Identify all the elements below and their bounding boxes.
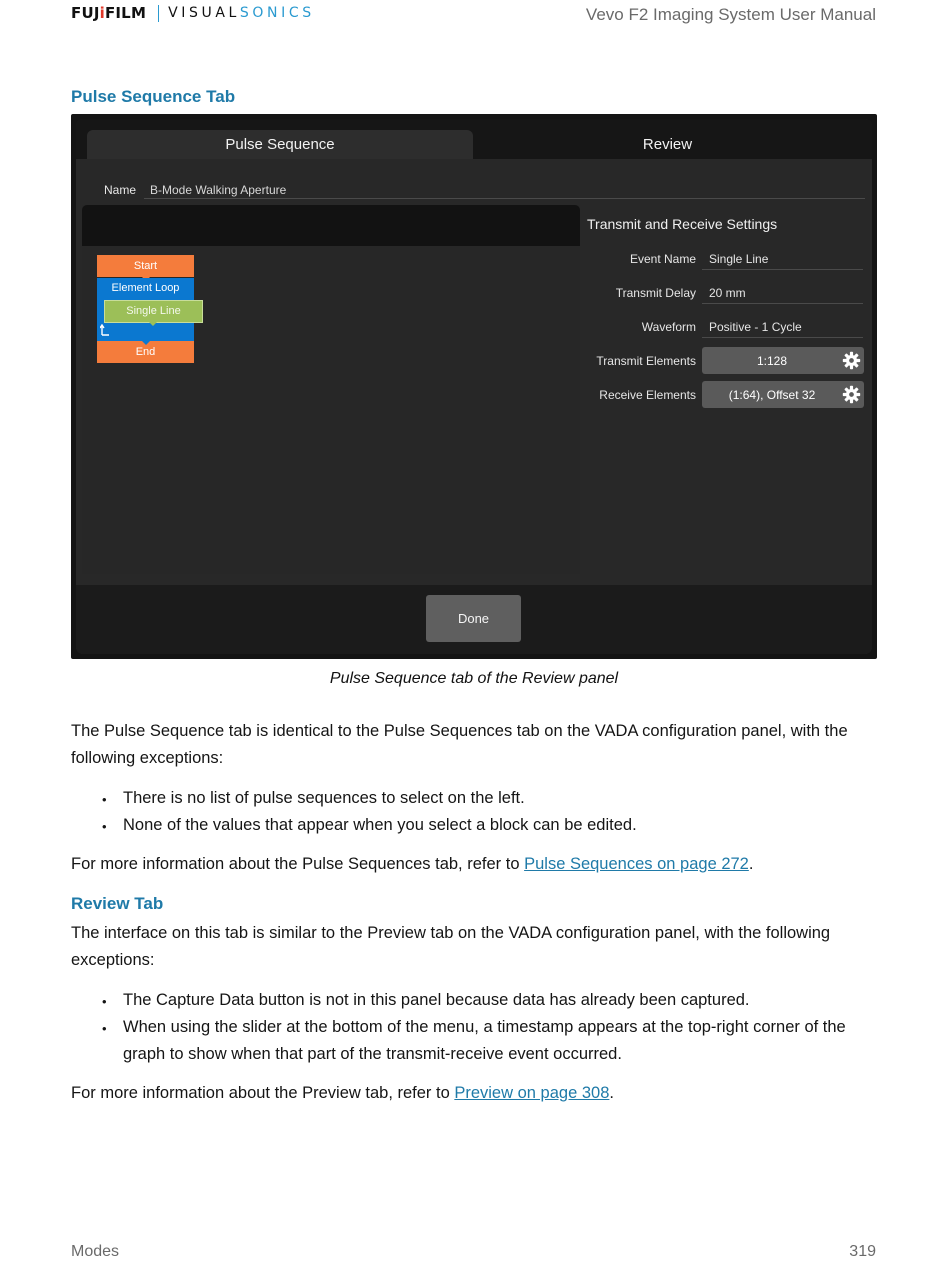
brand-logo xyxy=(71,3,315,23)
list-item: • None of the values that appear when you select a block can be edited. xyxy=(71,812,877,839)
screenshot-review-panel xyxy=(71,114,877,659)
list-item: • There is no list of pulse sequences to select on the left. xyxy=(71,785,877,812)
bullet-list-review xyxy=(71,987,877,1068)
transmit-elements-button[interactable] xyxy=(702,347,864,374)
section-heading-pulse-sequence: Pulse Sequence Tab xyxy=(71,87,236,106)
done-button[interactable]: Done xyxy=(426,595,521,642)
connector-notch xyxy=(142,341,150,345)
paragraph-pulse-sequence-more-info: For more information about the Pulse Sequences tab, refer to Pulse Sequences on page 272. xyxy=(71,855,754,873)
link-preview[interactable]: Preview on page 308 xyxy=(454,1084,610,1102)
gear-icon[interactable] xyxy=(842,385,861,404)
tab-pulse-sequence[interactable]: Pulse Sequence xyxy=(87,130,473,159)
logo-divider xyxy=(158,5,159,22)
receive-elements-button[interactable] xyxy=(702,381,864,408)
tab-review[interactable]: Review xyxy=(642,136,693,153)
transmit-elements-value: 1:128 xyxy=(756,354,788,368)
return-arrow-icon xyxy=(100,324,110,338)
event-name-label: Event Name xyxy=(629,252,696,266)
transmit-delay-label: Transmit Delay xyxy=(615,286,696,300)
review-panel xyxy=(76,119,872,654)
settings-title: Transmit and Receive Settings xyxy=(587,216,778,232)
element-loop-label: Element Loop xyxy=(111,282,180,294)
fujifilm-logo: FUJiFILM xyxy=(71,4,147,22)
tab-bar xyxy=(76,119,872,159)
link-pulse-sequences[interactable]: Pulse Sequences on page 272 xyxy=(524,855,749,873)
visualsonics-logo: VISUALSONICS xyxy=(168,5,315,21)
block-end[interactable]: End xyxy=(97,341,194,363)
waveform-field: Positive - 1 Cycle xyxy=(702,313,863,338)
event-name-field: Single Line xyxy=(702,245,863,270)
page-number: 319 xyxy=(849,1243,876,1260)
footer-section-name: Modes xyxy=(71,1243,120,1260)
bullet-list-pulse-sequence xyxy=(71,785,877,839)
list-item: • When using the slider at the bottom of the menu, a timestamp appears at the top-right corner of the graph to show when that part of the transmit-receive event occurred. xyxy=(71,1014,877,1068)
receive-elements-value: (1:64), Offset 32 xyxy=(728,388,816,402)
paragraph-review-intro: The interface on this tab is similar to the Preview tab on the VADA configuration panel, with the following exceptions: xyxy=(71,924,831,969)
figure-caption: Pulse Sequence tab of the Review panel xyxy=(329,670,619,687)
receive-elements-label: Receive Elements xyxy=(599,388,696,402)
connector-notch xyxy=(149,294,157,298)
section-heading-review-tab: Review Tab xyxy=(71,894,164,913)
panel-footer xyxy=(76,585,872,654)
paragraph-pulse-sequence-intro: The Pulse Sequence tab is identical to the Pulse Sequences tab on the VADA configuration panel, with the following exceptions: xyxy=(71,722,848,767)
transmit-delay-field: 20 mm xyxy=(702,279,863,304)
waveform-label: Waveform xyxy=(641,320,696,334)
block-start[interactable]: Start xyxy=(97,255,194,277)
transmit-elements-label: Transmit Elements xyxy=(596,354,696,368)
canvas-toolbar xyxy=(82,205,580,246)
block-single-line[interactable]: Single Line xyxy=(104,300,203,323)
paragraph-review-more-info: For more information about the Preview tab, refer to Preview on page 308. xyxy=(71,1084,614,1102)
name-field: B-Mode Walking Aperture xyxy=(144,176,865,199)
connector-notch xyxy=(149,322,157,326)
document-title: Vevo F2 Imaging System User Manual xyxy=(585,5,876,24)
name-label: Name xyxy=(104,183,137,197)
list-item: • The Capture Data button is not in this panel because data has already been captured. xyxy=(71,987,877,1014)
gear-icon[interactable] xyxy=(842,351,861,370)
